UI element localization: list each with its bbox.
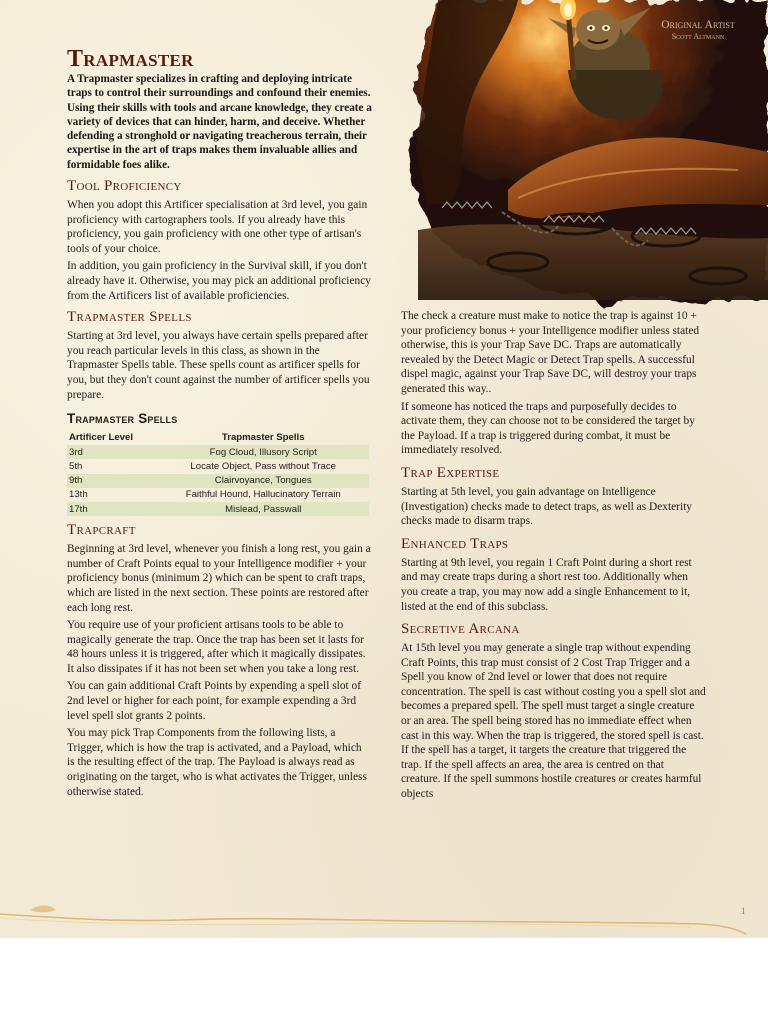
artist-credit-line1: Original Artist <box>661 19 735 31</box>
left-column <box>67 46 372 802</box>
page-title: Trapmaster <box>67 46 194 72</box>
intro-paragraph: A Trapmaster specializes in crafting and deploying intricate traps to control their surroundings and confound their enemies. Using their skills with tools and arcane knowledge, they create a variety of devices that can hinder, harm, and deceive. Whether defending a stronghold or navigating treacherous terrain, their expertise in the art of traps makes them invaluable allies and formidable foes alike. <box>67 73 372 171</box>
table-row <box>67 445 369 459</box>
secretive-arcana-p1: At 15th level you may generate a single trap without expending Craft Points, this trap must consist of 2 Cost Trap Trigger and a Spell you know of 2nd level or lower that does not require concentration. The spell is cast without costing you a spell slot and becomes a prepared spell. The spell must target a single creature or an area. The spell being stored has no immediate effect when cast in this way. When the trap is triggered, the stored spell is cast. If the spell has a target, it targets the creature that triggered the trap. If the spell affects an area, the area is centred on that creature. If the spell summons hostile creatures or creates harmful objects <box>401 642 706 801</box>
col-artificer-level: Artificer Level <box>69 432 133 444</box>
heading-secretive-arcana: Secretive Arcana <box>401 621 520 638</box>
trapmaster-spells-p1: Starting at 3rd level, you always have certain spells prepared after you reach particular levels in this class, as shown in the Trapmaster Spells table. These spells count as artificer spells for you, but they don't count against the number of artificer spells you prepare. <box>67 330 370 401</box>
goblin-trapper-illustration <box>398 0 768 312</box>
enhanced-traps-p1: Starting at 9th level, you regain 1 Craft Point during a short rest and may create traps during a short rest too. Additionally when you create a trap, you may now add a single Enhancement to it, listed at the end of this subclass. <box>401 556 692 613</box>
row-spells: Locate Object, Pass without Trace <box>190 460 337 472</box>
row-level: 17th <box>69 503 88 515</box>
artist-credit-line2: Scott Altmann <box>671 32 725 41</box>
col-trapmaster-spells: Trapmaster Spells <box>221 432 305 444</box>
row-level: 9th <box>69 475 83 487</box>
heading-trapmaster-spells: Trapmaster Spells <box>67 309 192 326</box>
trapcraft-p4: You may pick Trap Components from the following lists, a Trigger, which is how the trap is activated, and a Payload, which is the resulting effect of the trap. The Payload is always read as originating on the target, who is what activates the Trigger, unless otherwise stated. <box>67 727 367 798</box>
tool-proficiency-p1: When you adopt this Artificer specialisation at 3rd level, you gain proficiency with cartographers tools. If you already have this proficiency, you gain proficiency with one other type of artisan's tools of your choice. <box>67 199 368 255</box>
row-spells: Clairvoyance, Tongues <box>214 475 312 487</box>
table-row <box>67 488 369 502</box>
row-level: 5th <box>69 460 83 472</box>
right-column <box>401 309 706 805</box>
table-row <box>67 459 369 473</box>
page-number: 1 <box>741 906 746 916</box>
row-level: 3rd <box>69 446 83 458</box>
spells-table <box>67 430 369 516</box>
spells-table-title: Trapmaster Spells <box>67 411 178 427</box>
row-level: 13th <box>69 489 88 501</box>
footer-ornament <box>0 900 768 938</box>
trapcraft-p1: Beginning at 3rd level, whenever you finish a long rest, you gain a number of Craft Points equal to your Intelligence modifier + your proficiency bonus (minimum 2) which can be spent to craft traps, which are listed in the next section. These points are restored after each long rest. <box>67 543 371 614</box>
row-spells: Faithful Hound, Hallucinatory Terrain <box>185 489 341 501</box>
heading-enhanced-traps: Enhanced Traps <box>401 535 509 552</box>
row-spells: Mislead, Passwall <box>225 503 302 515</box>
heading-trapcraft: Trapcraft <box>67 522 136 539</box>
heading-tool-proficiency: Tool Proficiency <box>67 178 182 195</box>
trapcraft-p3: You can gain additional Craft Points by expending a spell slot of 2nd level or higher for each point, for example expending a 3rd level spell slot grants 2 points. <box>67 680 362 722</box>
trapcraft-p2: You require use of your proficient artisans tools to be able to magically generate the trap. Once the trap has been set it lasts for 48 hours unless it is triggered, after which it magically dissipates. It also dissipates if it has not been set when you take a long rest. <box>67 619 366 675</box>
table-row <box>67 502 369 516</box>
row-spells: Fog Cloud, Illusory Script <box>209 446 317 458</box>
table-row <box>67 474 369 488</box>
trap-expertise-p1: Starting at 5th level, you gain advantage on Intelligence (Investigation) checks made to detect traps, as well as Dexterity checks made to disarm traps. <box>401 485 692 528</box>
tool-proficiency-p2: In addition, you gain proficiency in the Survival skill, if you don't already have it. Otherwise, you may pick an additional proficiency from the Artificers list of available proficiencies. <box>67 260 371 302</box>
heading-trap-expertise: Trap Expertise <box>401 464 500 481</box>
trap-check-paragraph: The check a creature must make to notice the trap is against 10 + your proficiency bonus + your Intelligence modifier unless stated otherwise, this is your Trap Save DC. Traps are automatically revealed by the Detect Magic or Detect Trap spells. A successful dispel magic, against your Trap Save DC, will destroy your traps generated this way.. <box>401 310 700 395</box>
spells-table-header <box>67 430 369 445</box>
trap-noticed-paragraph: If someone has noticed the traps and purposefully decides to activate them, they can choose not to be considered the target by the Payload. If a trap is triggered during combat, it must be immediately resolved. <box>401 400 695 457</box>
